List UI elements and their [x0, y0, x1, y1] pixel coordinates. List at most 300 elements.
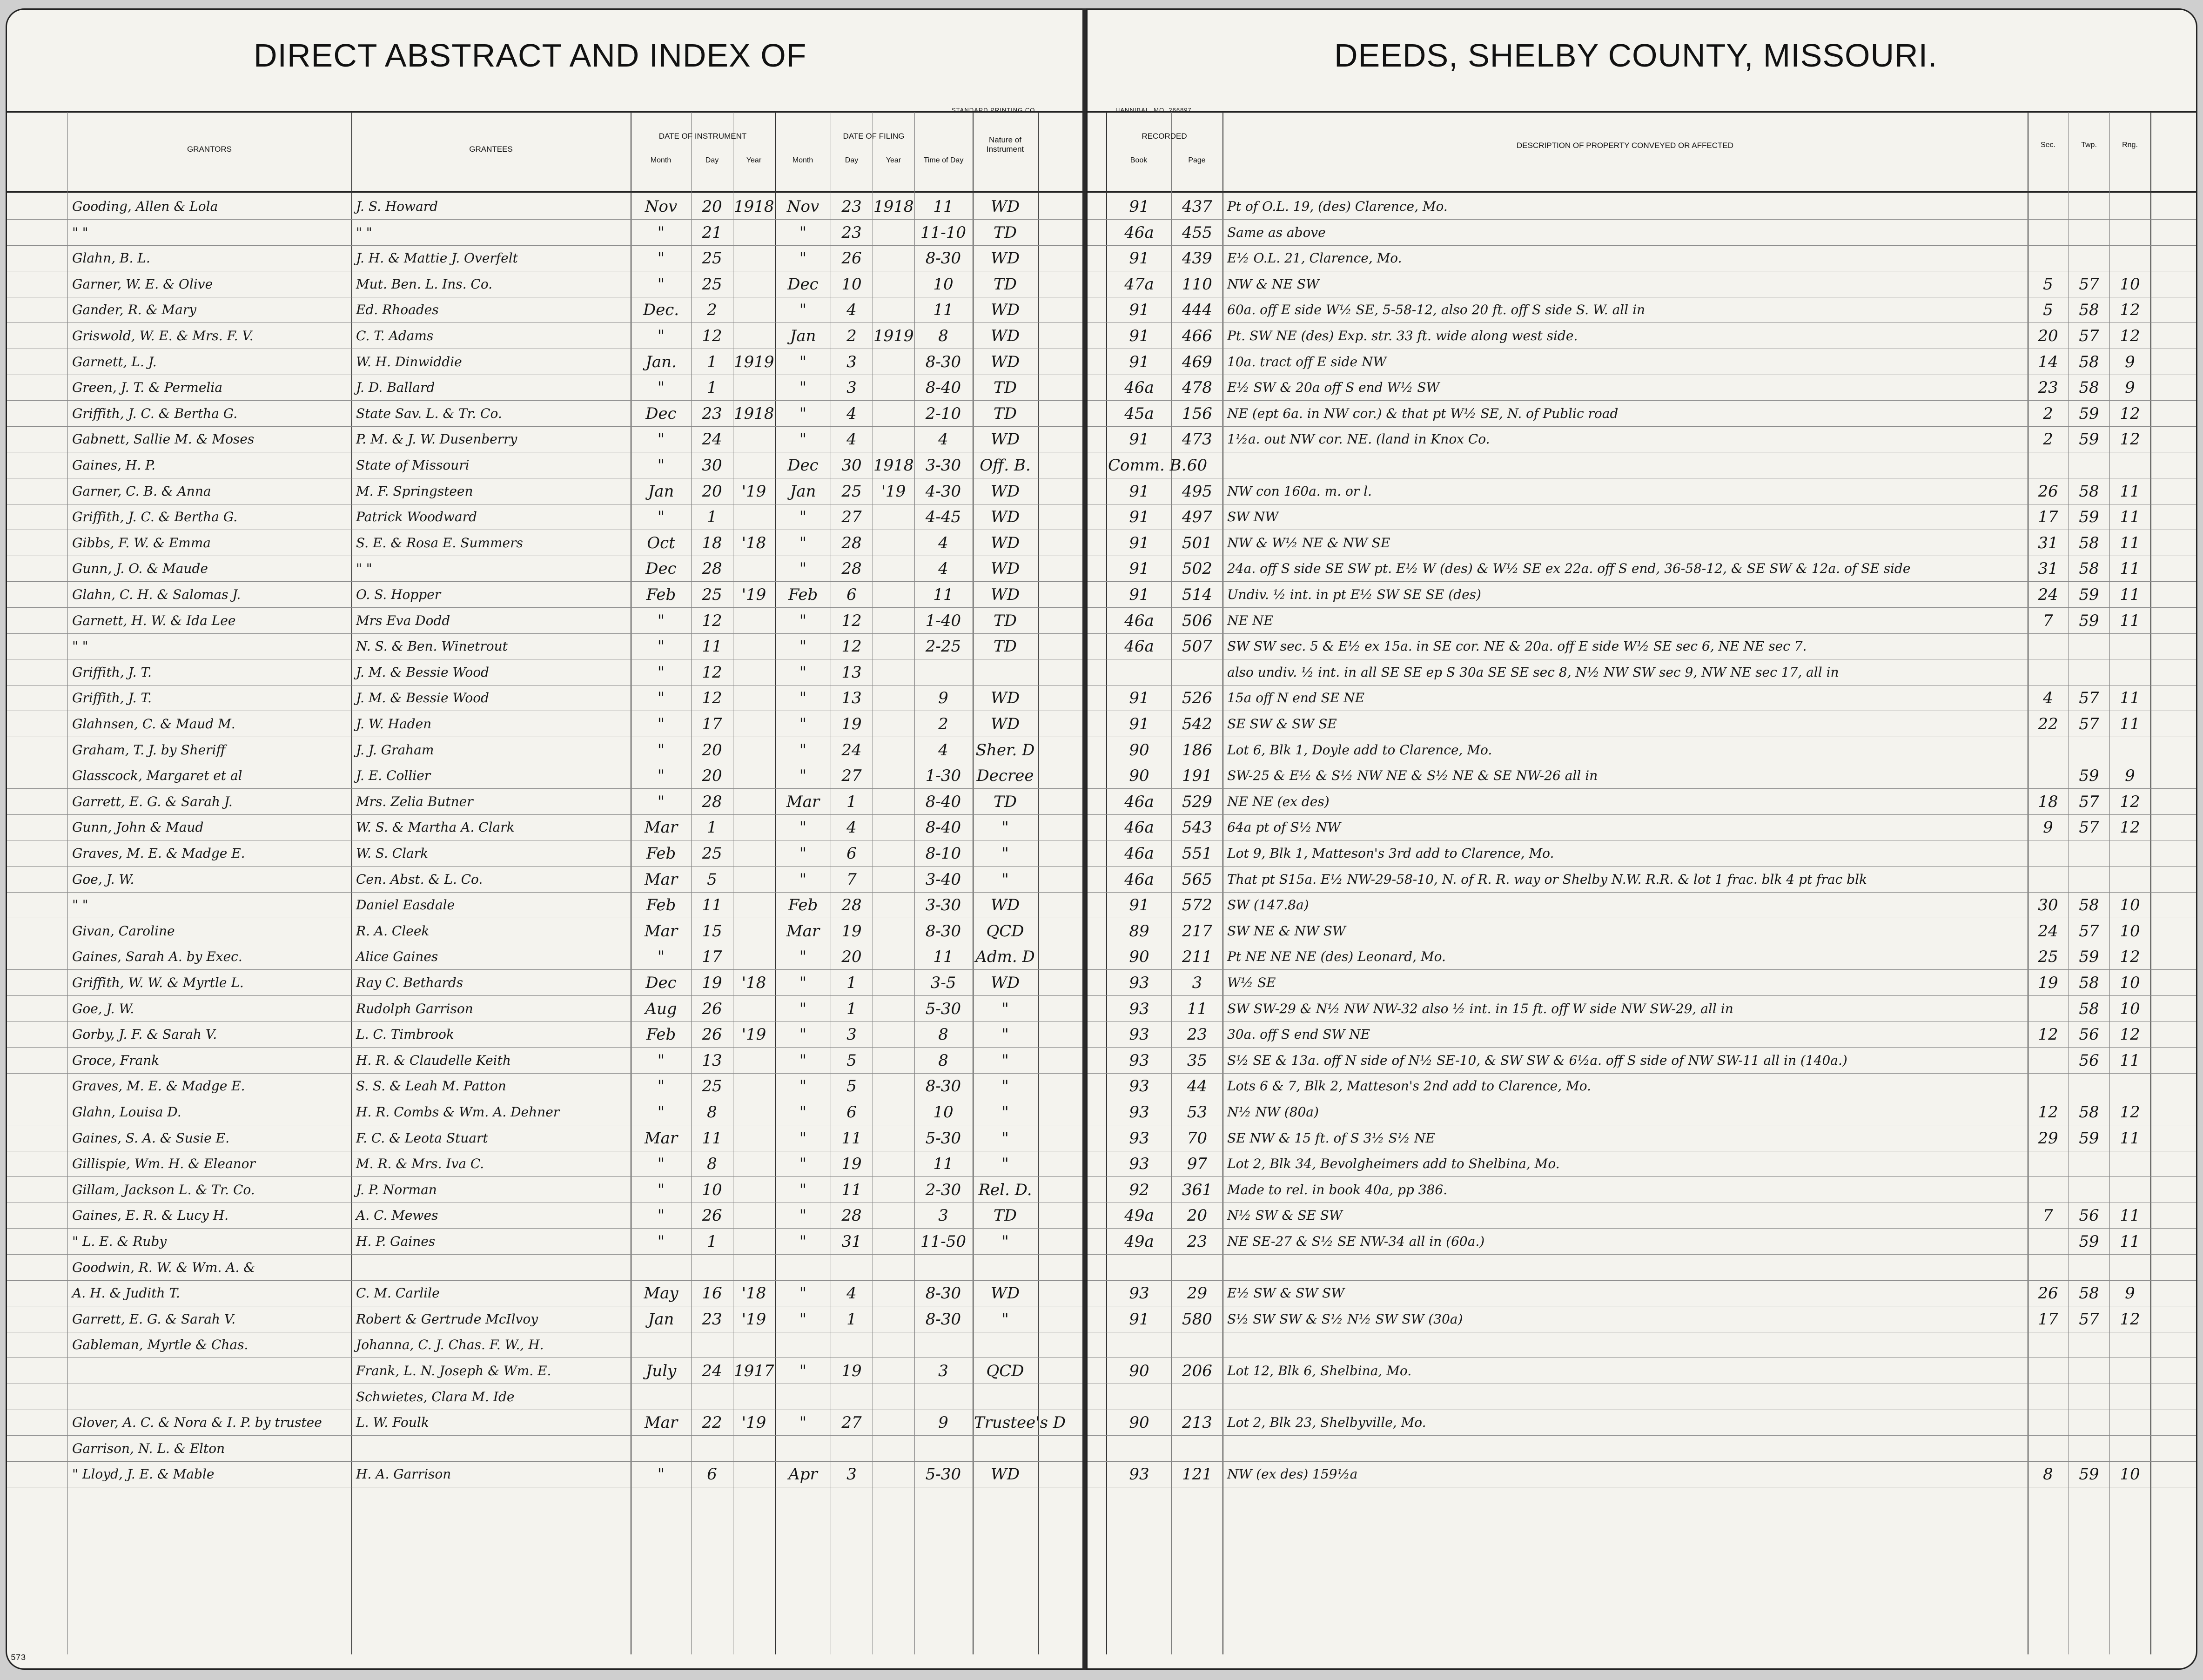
filing-month-cell: " — [799, 301, 807, 320]
rng-cell: 10 — [2120, 275, 2140, 294]
nature-cell: TD — [994, 223, 1017, 242]
twp-cell: 57 — [2079, 792, 2099, 811]
table-row-left — [7, 711, 1085, 737]
grantee-cell: " " — [356, 224, 372, 240]
page-cell: 542 — [1182, 715, 1212, 733]
grantor-cell: Glahn, C. H. & Salomas J. — [72, 587, 241, 602]
table-row-left — [7, 659, 1085, 685]
filing-month-cell: " — [799, 1310, 807, 1329]
filing-day-cell: 26 — [841, 249, 862, 268]
sec-cell: 9 — [2043, 818, 2053, 837]
twp-cell: 57 — [2079, 689, 2099, 708]
table-row-left — [7, 608, 1085, 634]
filing-month-cell: Nov — [786, 197, 819, 216]
nature-cell: WD — [990, 559, 1020, 578]
sec-cell: 26 — [2038, 482, 2058, 501]
table-row-right — [1088, 194, 2196, 220]
sec-cell: 31 — [2038, 533, 2058, 552]
filing-month-cell: Apr — [788, 1465, 818, 1484]
sec-cell: 8 — [2043, 1465, 2053, 1484]
rng-cell: 12 — [2120, 792, 2140, 811]
filing-day-cell: 27 — [841, 508, 862, 527]
description-cell: SW (147.8a) — [1227, 897, 1309, 913]
filing-day-cell: 19 — [841, 1155, 862, 1174]
grantor-cell: A. H. & Judith T. — [72, 1285, 180, 1301]
nature-cell: TD — [994, 611, 1017, 630]
description-cell: NW (ex des) 159½a — [1227, 1466, 1358, 1482]
page-cell: 213 — [1182, 1413, 1212, 1432]
filing-day-cell: 4 — [846, 404, 857, 423]
instrument-month-cell: " — [657, 1051, 665, 1070]
table-row-left — [7, 685, 1085, 711]
filing-month-cell: " — [799, 1180, 807, 1199]
nature-cell: Sher. D — [975, 740, 1035, 759]
description-cell: E½ O.L. 21, Clarence, Mo. — [1227, 250, 1402, 266]
time-of-day-cell: 3-30 — [925, 896, 961, 915]
table-row-right — [1088, 763, 2196, 789]
nature-cell: WD — [990, 508, 1020, 527]
instrument-day-cell: 1 — [707, 818, 717, 837]
nature-cell: " — [1001, 818, 1009, 837]
twp-cell: 58 — [2079, 482, 2099, 501]
grantor-cell: Griffith, J. C. & Bertha G. — [72, 509, 238, 525]
printer-imprint: STANDARD PRINTING CO., — [952, 107, 1040, 114]
grantee-cell: R. A. Cleek — [356, 923, 430, 939]
description-cell: Lot 2, Blk 23, Shelbyville, Mo. — [1227, 1415, 1426, 1431]
left-page-title: DIRECT ABSTRACT AND INDEX OF — [254, 37, 807, 74]
book-cell: 91 — [1129, 533, 1149, 552]
table-row-left — [7, 426, 1085, 452]
filing-month-cell: " — [799, 1051, 807, 1070]
grantee-cell: H. P. Gaines — [356, 1234, 436, 1249]
instrument-day-cell: 11 — [702, 896, 722, 915]
instrument-year-cell: '19 — [741, 1025, 766, 1044]
nature-cell: WD — [990, 430, 1020, 449]
table-row-left — [7, 556, 1085, 582]
table-row-left — [7, 1255, 1085, 1281]
filing-day-cell: 27 — [841, 1413, 862, 1432]
grantor-cell: Griffith, J. T. — [72, 690, 152, 706]
rng-cell: 11 — [2120, 1051, 2140, 1070]
book-cell: 93 — [1129, 1051, 1149, 1070]
grantor-cell: Garnett, H. W. & Ida Lee — [72, 612, 236, 628]
filing-day-cell: 1 — [846, 999, 857, 1018]
time-of-day-cell: 11 — [933, 1155, 954, 1174]
filing-month-cell: " — [799, 1077, 807, 1096]
sec-cell: 17 — [2038, 508, 2058, 527]
table-row-right — [1088, 1125, 2196, 1151]
recorded-header: RECORDED — [1142, 132, 1187, 141]
twp-cell: 56 — [2079, 1051, 2099, 1070]
grantee-cell: C. M. Carlile — [356, 1285, 440, 1301]
instrument-day-cell: 1 — [707, 352, 717, 371]
book-header: Book — [1130, 156, 1148, 164]
instrument-month-cell: " — [657, 1180, 665, 1199]
table-row-right — [1088, 1177, 2196, 1203]
page-cell: 11 — [1187, 999, 1208, 1018]
rng-cell: 11 — [2120, 1206, 2140, 1225]
filing-month-cell: " — [799, 1362, 807, 1380]
page-cell: 501 — [1182, 533, 1212, 552]
book-cell: 91 — [1129, 715, 1149, 733]
nature-cell: TD — [994, 404, 1017, 423]
grantee-cell: " " — [356, 561, 372, 577]
filing-day-cell: 5 — [846, 1051, 857, 1070]
instrument-day-cell: 28 — [702, 792, 722, 811]
rng-cell: 9 — [2125, 1284, 2135, 1303]
table-row-right — [1088, 944, 2196, 970]
filing-month-cell: " — [799, 611, 807, 630]
book-cell: 93 — [1129, 1129, 1149, 1148]
twp-cell: 58 — [2079, 1103, 2099, 1122]
sec-cell: 20 — [2038, 327, 2058, 345]
nature-cell: WD — [990, 974, 1020, 992]
table-row-left — [7, 918, 1085, 944]
grantor-cell: Glasscock, Margaret et al — [72, 768, 242, 784]
description-cell: SW SW-29 & N½ NW NW-32 also ½ int. in 15 ft. off W side NW SW-29, all in — [1227, 1001, 1733, 1016]
instrument-day-cell: 20 — [702, 197, 722, 216]
description-cell: E½ SW & 20a off S end W½ SW — [1227, 380, 1440, 396]
nature-cell: " — [1001, 1232, 1009, 1251]
instrument-month-cell: " — [657, 948, 665, 967]
table-row-right — [1088, 1073, 2196, 1099]
grantee-cell: W. H. Dinwiddie — [356, 354, 462, 370]
grantee-cell: J. E. Collier — [356, 768, 431, 784]
table-row-right — [1088, 401, 2196, 427]
grantee-cell: W. S. & Martha A. Clark — [356, 820, 515, 835]
table-row-right — [1088, 1099, 2196, 1125]
nature-cell: Trustee's D — [974, 1413, 1066, 1432]
sec-cell: 24 — [2038, 585, 2058, 604]
instrument-month-cell: Dec — [645, 974, 677, 992]
table-row-left — [7, 996, 1085, 1022]
grantee-cell: N. S. & Ben. Winetrout — [356, 638, 508, 654]
filing-day-cell: 27 — [841, 766, 862, 786]
grantor-cell: Griffith, J. T. — [72, 664, 152, 680]
instrument-day-cell: 16 — [702, 1284, 722, 1303]
instrument-month-cell: " — [657, 223, 665, 242]
nature-cell: TD — [994, 637, 1017, 656]
filing-day-cell: 3 — [846, 352, 857, 371]
page-cell: 121 — [1182, 1465, 1212, 1484]
table-row-left — [7, 892, 1085, 918]
table-row-left — [7, 633, 1085, 659]
filing-month-cell: " — [799, 1232, 807, 1251]
time-of-day-cell: 10 — [933, 275, 954, 294]
grantor-cell: Garrett, E. G. & Sarah J. — [72, 793, 233, 809]
time-of-day-cell: 8 — [938, 1051, 948, 1070]
twp-cell: 59 — [2079, 1465, 2099, 1484]
grantor-cell: Gaines, Sarah A. by Exec. — [72, 949, 242, 965]
description-cell: That pt S15a. E½ NW-29-58-10, N. of R. R. way or Shelby N.W. R.R. & lot 1 frac. blk 4 pt frac blk — [1227, 871, 1867, 887]
table-row-left — [7, 1384, 1085, 1410]
twp-cell: 59 — [2079, 1129, 2099, 1148]
table-row-left — [7, 737, 1085, 763]
grantee-cell: J. P. Norman — [356, 1182, 437, 1197]
instrument-month-cell: Oct — [647, 533, 675, 552]
description-cell: NE SE-27 & S½ SE NW-34 all in (60a.) — [1227, 1234, 1485, 1249]
book-cell: 46a — [1124, 844, 1154, 863]
grantor-cell: Gabnett, Sallie M. & Moses — [72, 431, 255, 447]
page-cell: 466 — [1182, 327, 1212, 345]
table-row-right — [1088, 892, 2196, 918]
rng-cell: 11 — [2120, 1129, 2140, 1148]
instrument-month-cell: Feb — [646, 844, 676, 863]
filing-day-cell: 4 — [846, 301, 857, 320]
grantor-cell: Garrison, N. L. & Elton — [72, 1440, 225, 1456]
filing-month-cell: " — [799, 689, 807, 708]
filing-day-cell: 12 — [841, 611, 862, 630]
twp-cell: 57 — [2079, 327, 2099, 345]
instrument-month-cell: " — [657, 378, 665, 397]
rng-cell: 10 — [2120, 974, 2140, 992]
instrument-year-cell: '18 — [741, 533, 766, 552]
grantor-cell: Gorby, J. F. & Sarah V. — [72, 1027, 217, 1042]
table-row-right — [1088, 245, 2196, 271]
grantee-cell: Mrs. Zelia Butner — [356, 793, 473, 809]
description-cell: 10a. tract off E side NW — [1227, 354, 1387, 370]
table-row-left — [7, 840, 1085, 867]
instrument-month-cell: " — [657, 1465, 665, 1484]
twp-cell: 58 — [2079, 559, 2099, 578]
table-row-right — [1088, 840, 2196, 867]
time-of-day-cell: 8 — [938, 327, 948, 345]
book-cell: 91 — [1129, 249, 1149, 268]
instrument-day-cell: 11 — [702, 1129, 722, 1148]
grantee-cell: M. R. & Mrs. Iva C. — [356, 1156, 484, 1172]
header-top-rule-right — [1088, 111, 2196, 113]
grantor-cell: Goodwin, R. W. & Wm. A. & — [72, 1259, 255, 1275]
description-cell: NW con 160a. m. or l. — [1227, 483, 1372, 499]
table-row-left — [7, 478, 1085, 504]
instrument-day-cell: 12 — [702, 689, 722, 708]
description-cell: S½ SW SW & S½ N½ SW SW (30a) — [1227, 1311, 1463, 1327]
nature-cell: TD — [994, 378, 1017, 397]
sec-header: Sec. — [2040, 141, 2055, 149]
twp-header: Twp. — [2081, 141, 2097, 149]
table-row-right — [1088, 1048, 2196, 1074]
table-row-right — [1088, 1280, 2196, 1306]
instrument-month-cell: " — [657, 327, 665, 345]
filing-month-cell: " — [799, 818, 807, 837]
nature-cell: WD — [990, 352, 1020, 371]
book-cell: 90 — [1129, 740, 1149, 759]
grantee-cell: S. S. & Leah M. Patton — [356, 1078, 506, 1094]
book-cell: 46a — [1124, 611, 1154, 630]
sec-cell: 17 — [2038, 1310, 2058, 1329]
header-bottom-rule-right — [1088, 191, 2196, 193]
time-of-day-cell: 4 — [938, 533, 948, 552]
table-row-left — [7, 452, 1085, 478]
nature-cell: QCD — [986, 1362, 1024, 1380]
table-row-left — [7, 530, 1085, 556]
sec-cell: 23 — [2038, 378, 2058, 397]
grantor-cell: Glover, A. C. & Nora & I. P. by trustee — [72, 1415, 322, 1431]
instrument-month-cell: " — [657, 792, 665, 811]
book-cell: 46a — [1124, 637, 1154, 656]
grantee-cell: J. S. Howard — [356, 199, 438, 214]
grantee-cell: Cen. Abst. & L. Co. — [356, 871, 483, 887]
description-cell: Pt of O.L. 19, (des) Clarence, Mo. — [1227, 199, 1448, 214]
page-cell: 70 — [1187, 1129, 1208, 1148]
filing-day-cell: 3 — [846, 378, 857, 397]
table-row-right — [1088, 1410, 2196, 1436]
description-cell: 30a. off S end SW NE — [1227, 1027, 1370, 1042]
time-of-day-cell: 5-30 — [925, 1465, 961, 1484]
instrument-month-cell: " — [657, 1103, 665, 1122]
time-of-day-cell: 11 — [933, 197, 954, 216]
grantee-cell: Robert & Gertrude McIlvoy — [356, 1311, 538, 1327]
nature-cell: Decree — [976, 766, 1034, 786]
instrument-month-cell: Mar — [644, 1129, 678, 1148]
rng-cell: 11 — [2120, 585, 2140, 604]
instrument-day-cell: 30 — [702, 456, 722, 475]
rng-cell: 9 — [2125, 352, 2135, 371]
rng-cell: 11 — [2120, 533, 2140, 552]
description-cell: Pt NE NE NE (des) Leonard, Mo. — [1227, 949, 1446, 965]
nature-cell: Adm. D — [975, 948, 1035, 967]
instrument-month-cell: Mar — [644, 818, 678, 837]
book-cell: 91 — [1129, 585, 1149, 604]
time-of-day-cell: 9 — [938, 1413, 948, 1432]
filing-month-cell: " — [799, 974, 807, 992]
grantor-cell: Glahn, B. L. — [72, 250, 150, 266]
time-of-day-cell: 11-50 — [920, 1232, 966, 1251]
grantee-cell: H. R. & Claudelle Keith — [356, 1052, 511, 1068]
book-cell: 93 — [1129, 1155, 1149, 1174]
sec-cell: 5 — [2043, 275, 2053, 294]
instrument-day-cell: 19 — [702, 974, 722, 992]
instrument-day-cell: 20 — [702, 482, 722, 501]
book-cell: 91 — [1129, 301, 1149, 320]
grantee-cell: H. R. Combs & Wm. A. Dehner — [356, 1104, 560, 1120]
filing-day-cell: 13 — [841, 663, 862, 682]
filing-month-cell: " — [799, 948, 807, 967]
rng-cell: 12 — [2120, 404, 2140, 423]
instrument-month-cell: " — [657, 1155, 665, 1174]
grantor-cell: Gunn, J. O. & Maude — [72, 561, 208, 577]
table-row-left — [7, 1280, 1085, 1306]
time-of-day-cell: 11 — [933, 948, 954, 967]
grantee-cell: State of Missouri — [356, 457, 470, 473]
table-row-left — [7, 297, 1085, 323]
filing-month-cell: " — [799, 1129, 807, 1148]
table-row-left — [7, 1358, 1085, 1384]
page-cell: 97 — [1187, 1155, 1208, 1174]
twp-cell: 59 — [2079, 766, 2099, 786]
sec-cell: 7 — [2043, 611, 2053, 630]
page-cell: 29 — [1187, 1284, 1208, 1303]
twp-cell: 56 — [2079, 1206, 2099, 1225]
instrument-day-cell: 6 — [707, 1465, 717, 1484]
instrument-month-cell: " — [657, 275, 665, 294]
table-row-right — [1088, 452, 2196, 478]
grantor-cell: Gaines, H. P. — [72, 457, 156, 473]
filing-month-cell: " — [799, 1025, 807, 1044]
grantor-cell: " " — [72, 897, 88, 913]
page-cell: 502 — [1182, 559, 1212, 578]
filing-year-header: Year — [886, 156, 901, 164]
time-of-day-cell: 3 — [938, 1206, 948, 1225]
filing-day-cell: 6 — [846, 1103, 857, 1122]
time-of-day-cell: 8-40 — [925, 378, 961, 397]
table-row-right — [1088, 323, 2196, 349]
nature-of-instrument-header: Nature of Instrument — [986, 135, 1024, 154]
twp-cell: 58 — [2079, 301, 2099, 320]
grantor-cell: Gillispie, Wm. H. & Eleanor — [72, 1156, 255, 1172]
filing-day-cell: 31 — [841, 1232, 862, 1251]
sec-cell: 2 — [2043, 404, 2053, 423]
filing-day-cell: 28 — [841, 533, 862, 552]
description-cell: Undiv. ½ int. in pt E½ SW SE SE (des) — [1227, 587, 1481, 602]
book-cell: 93 — [1129, 1465, 1149, 1484]
instrument-year-cell: '18 — [741, 1284, 766, 1303]
filing-day-cell: 6 — [846, 585, 857, 604]
grantee-cell: J. M. & Bessie Wood — [356, 664, 489, 680]
time-of-day-cell: 8-30 — [925, 1284, 961, 1303]
book-cell: 93 — [1129, 974, 1149, 992]
instrument-day-cell: 13 — [702, 1051, 722, 1070]
table-row-left — [7, 970, 1085, 996]
grantee-cell: M. F. Springsteen — [356, 483, 473, 499]
instrument-month-cell: " — [657, 456, 665, 475]
grantor-cell: Gableman, Myrtle & Chas. — [72, 1337, 249, 1353]
page-cell: 191 — [1182, 766, 1212, 786]
filing-month-cell: " — [799, 1155, 807, 1174]
grantor-cell: Garrett, E. G. & Sarah V. — [72, 1311, 236, 1327]
grantee-cell: F. C. & Leota Stuart — [356, 1130, 488, 1146]
filing-month-cell: Jan — [790, 327, 816, 345]
book-cell: 46a — [1124, 818, 1154, 837]
instrument-day-cell: 23 — [702, 404, 722, 423]
table-row-right — [1088, 1203, 2196, 1229]
instrument-day-cell: 25 — [702, 275, 722, 294]
filing-day-cell: 20 — [841, 948, 862, 967]
instrument-month-cell: Dec. — [643, 301, 679, 320]
grantee-cell: L. C. Timbrook — [356, 1027, 454, 1042]
instrument-day-cell: 25 — [702, 585, 722, 604]
filing-day-cell: 25 — [841, 482, 862, 501]
rng-cell: 11 — [2120, 1232, 2140, 1251]
book-cell: 90 — [1129, 948, 1149, 967]
nature-cell: WD — [990, 197, 1020, 216]
grantor-cell: Garner, W. E. & Olive — [72, 276, 213, 292]
instrument-month-cell: Nov — [645, 197, 678, 216]
instrument-day-cell: 10 — [702, 1180, 722, 1199]
instrument-month-cell: May — [644, 1284, 678, 1303]
page-cell: 543 — [1182, 818, 1212, 837]
table-row-right — [1088, 530, 2196, 556]
instrument-day-header: Day — [705, 156, 719, 164]
rng-cell: 12 — [2120, 301, 2140, 320]
sec-cell: 29 — [2038, 1129, 2058, 1148]
instrument-year-cell: '19 — [741, 1310, 766, 1329]
twp-cell: 59 — [2079, 404, 2099, 423]
nature-cell: TD — [994, 275, 1017, 294]
grantor-cell: Griffith, W. W. & Myrtle L. — [72, 975, 244, 990]
book-cell: 93 — [1129, 1284, 1149, 1303]
nature-cell: WD — [990, 249, 1020, 268]
instrument-day-cell: 11 — [702, 637, 722, 656]
page-cell: 526 — [1182, 689, 1212, 708]
filing-day-cell: 1 — [846, 1310, 857, 1329]
book-cell: 46a — [1124, 223, 1154, 242]
instrument-month-cell: Mar — [644, 921, 678, 941]
page-cell: 211 — [1182, 948, 1212, 967]
description-cell: Same as above — [1227, 224, 1326, 240]
grantor-cell: " L. E. & Ruby — [72, 1234, 167, 1249]
table-row-left — [7, 763, 1085, 789]
